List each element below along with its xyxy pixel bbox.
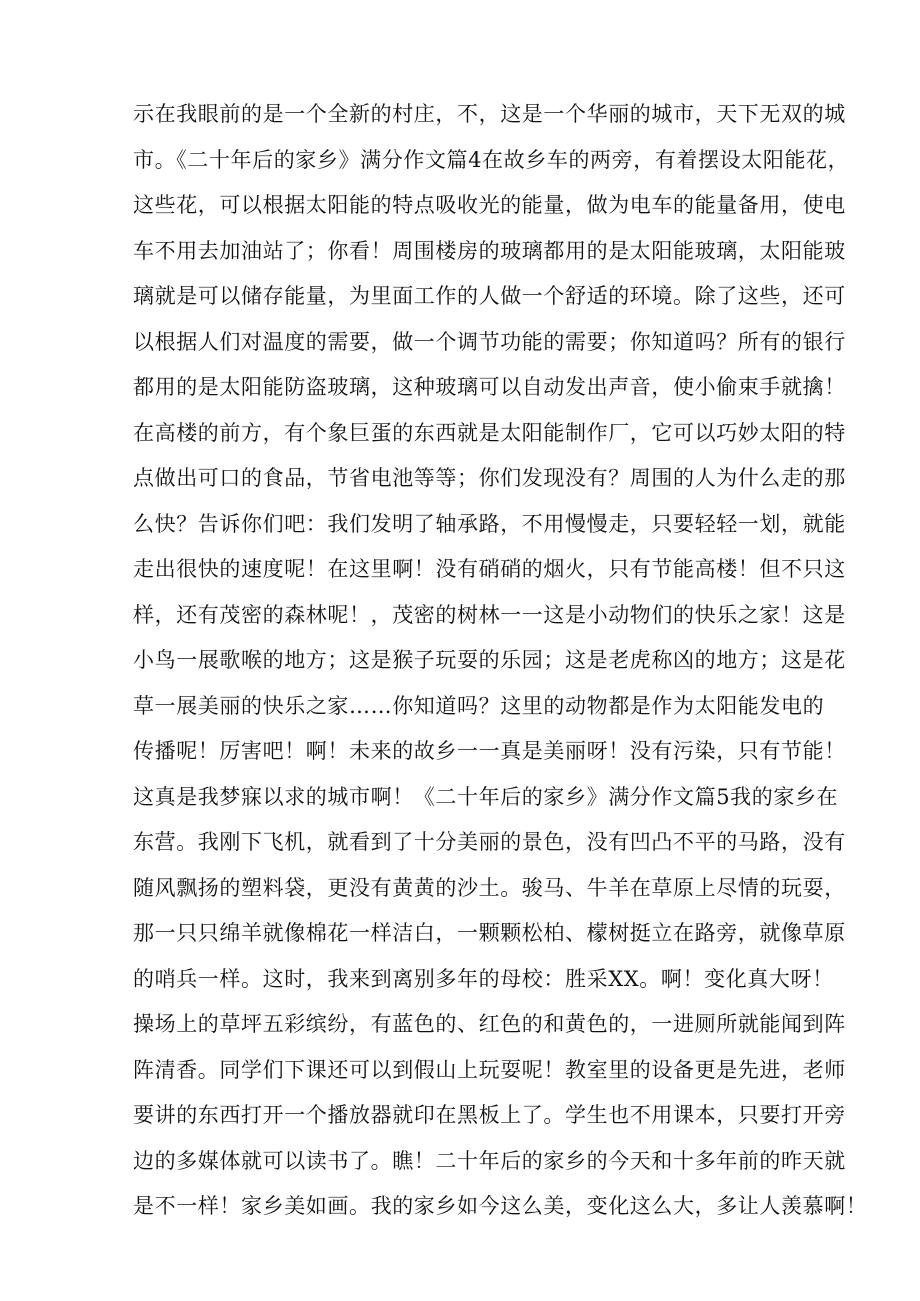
text-line: 点做出可口的食品，节省电池等等；你们发现没有？周围的人为什么走的那	[133, 466, 846, 490]
text-line: 那一只只绵羊就像棉花一样洁白，一颗颗松柏、檬树挺立在路旁，就像草原	[133, 921, 846, 945]
text-line: 随风飘扬的塑料袋，更没有黄黄的沙土。骏马、牛羊在草原上尽情的玩耍，	[133, 875, 846, 900]
text-line: 在高楼的前方，有个象巨蛋的东西就是太阳能制作厂，它可以巧妙太阳的特	[133, 420, 846, 445]
text-line: 璃就是可以储存能量，为里面工作的人做一个舒适的环境。除了这些，还可	[133, 284, 846, 308]
text-line: 这真是我梦寐以求的城市啊！《二十年后的家乡》满分作文篇5我的家乡在	[133, 784, 839, 809]
text-line: 么快？告诉你们吧：我们发明了轴承路，不用慢慢走，只要轻轻一划，就能	[133, 511, 846, 536]
text-line: 以根据人们对温度的需要，做一个调节功能的需要；你知道吗？所有的银行	[133, 329, 846, 354]
essay-text-block	[133, 92, 868, 1230]
text-line: 市。《二十年后的家乡》满分作文篇4在故乡车的两旁，有着摆设太阳能花，	[133, 147, 850, 172]
text-line: 样，还有茂密的森林呢！，茂密的树林一一这是小动物们的快乐之家！这是	[133, 602, 846, 627]
text-line: 都用的是太阳能防盗玻璃，这种玻璃可以自动发出声音，使小偷束手就擒！	[133, 375, 846, 399]
text-line: 是不一样！家乡美如画。我的家乡如今这么美，变化这么大，多让人羡慕啊！	[133, 1194, 868, 1218]
text-line: 边的多媒体就可以读书了。瞧！二十年后的家乡的今天和十多年前的昨天就	[133, 1148, 846, 1173]
text-line: 的哨兵一样。这时，我来到离别多年的母校：胜采XX。啊！变化真大呀！	[133, 966, 834, 991]
text-line: 要讲的东西打开一个播放器就印在黑板上了。学生也不用课本，只要打开旁	[133, 1103, 846, 1127]
text-line: 草一展美丽的快乐之家……你知道吗？这里的动物都是作为太阳能发电的	[133, 693, 825, 718]
text-line: 东营。我刚下飞机，就看到了十分美丽的景色，没有凹凸不平的马路，没有	[133, 830, 846, 854]
text-line: 示在我眼前的是一个全新的村庄，不，这是一个华丽的城市，天下无双的城	[133, 102, 846, 126]
text-line: 车不用去加油站了；你看！周围楼房的玻璃都用的是太阳能玻璃，太阳能玻	[133, 238, 846, 263]
text-line: 操场上的草坪五彩缤纷，有蓝色的、红色的和黄色的，一进厕所就能闻到阵	[133, 1012, 846, 1036]
text-line: 阵清香。同学们下课还可以到假山上玩耍呢！教室里的设备更是先进，老师	[133, 1057, 846, 1082]
text-line: 传播呢！厉害吧！啊！未来的故乡一一真是美丽呀！没有污染，只有节能！	[133, 739, 846, 763]
text-line: 走出很快的速度呢！在这里啊！没有硝硝的烟火，只有节能高楼！但不只这	[133, 557, 846, 581]
text-line: 小鸟一展歌喉的地方；这是猴子玩耍的乐园；这是老虎称凶的地方；这是花	[133, 648, 846, 672]
text-line: 这些花，可以根据太阳能的特点吸收光的能量，做为电车的能量备用，使电	[133, 193, 846, 217]
